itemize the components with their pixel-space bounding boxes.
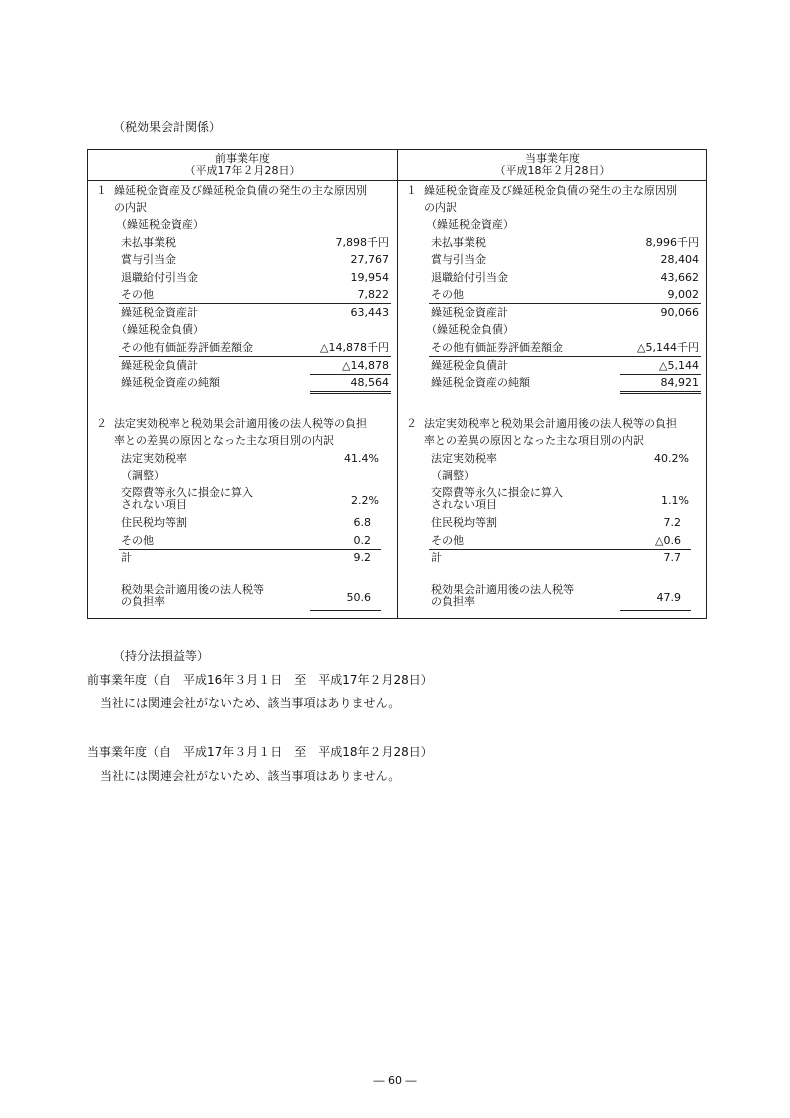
row-label: 未払事業税 — [431, 236, 486, 249]
table-row — [88, 451, 397, 467]
table-row — [88, 515, 397, 531]
table-row — [88, 487, 397, 513]
section1-title-cont — [398, 200, 707, 216]
row-value: △14,878 — [342, 359, 389, 372]
section-title: の内訳 — [114, 201, 147, 214]
table-row — [398, 515, 707, 531]
table-row — [398, 287, 707, 303]
table-row — [88, 340, 397, 356]
row-value: 19,954 — [350, 271, 389, 284]
table-row — [88, 533, 397, 549]
table-row — [398, 487, 707, 513]
section-number: ２ — [96, 417, 107, 430]
section2-title-cont — [398, 433, 707, 449]
row-value: 43,662 — [660, 271, 699, 284]
section-title: 法定実効税率と税効果会計適用後の法人税等の負担 — [424, 417, 677, 430]
row-label: 賞与引当金 — [431, 253, 486, 266]
header-line2: （平成18年２月28日） — [494, 164, 611, 177]
adj-label-row — [88, 468, 397, 484]
table-row — [398, 270, 707, 286]
row-label: 繰延税金資産の純額 — [121, 376, 220, 389]
row-label: 住民税均等割 — [121, 516, 187, 529]
double-rule-bottom — [310, 393, 391, 394]
section2-title — [398, 416, 707, 432]
row-value: 27,767 — [350, 253, 389, 266]
section-title: 率との差異の原因となった主な項目別の内訳 — [114, 434, 334, 447]
row-value: △0.6 — [655, 534, 681, 547]
section-title: 率との差異の原因となった主な項目別の内訳 — [424, 434, 644, 447]
row-value: 7.2 — [663, 516, 681, 529]
page-number: ― 60 ― — [373, 1074, 417, 1087]
row-value: 9.2 — [353, 551, 371, 564]
header-line2: （平成17年２月28日） — [184, 164, 301, 177]
group-label: （繰延税金負債） — [116, 323, 204, 336]
section1-title — [88, 183, 397, 199]
previous-year-column — [88, 150, 397, 618]
adj-label-row — [398, 468, 707, 484]
table-row — [88, 550, 397, 566]
row-value: 90,066 — [660, 306, 699, 319]
row-label-line: の負担率 — [431, 595, 475, 608]
row-value: 63,443 — [350, 306, 389, 319]
table-row — [88, 235, 397, 251]
row-value: 84,921 — [660, 376, 699, 389]
table-row — [398, 375, 707, 391]
table-row — [88, 584, 397, 610]
section2-title-cont — [88, 433, 397, 449]
subtotal-rule — [119, 356, 391, 357]
current-year-column — [398, 150, 707, 618]
row-label-line: されない項目 — [121, 498, 187, 511]
row-value: 7,898千円 — [335, 236, 389, 249]
row-value: 1.1% — [661, 494, 689, 507]
row-label: 繰延税金資産計 — [121, 306, 198, 319]
row-label: 繰延税金資産の純額 — [431, 376, 530, 389]
tax-effect-table — [87, 149, 707, 619]
table-row — [88, 305, 397, 321]
table-row — [398, 252, 707, 268]
group-label: （繰延税金資産） — [116, 218, 204, 231]
section-title: 繰延税金資産及び繰延税金負債の発生の主な原因別 — [114, 184, 367, 197]
table-row — [88, 375, 397, 391]
column-header — [88, 153, 397, 177]
row-label-line: 交際費等永久に損金に算入 — [431, 486, 563, 499]
group-label: （繰延税金資産） — [426, 218, 514, 231]
curr-period-text: 当社には関連会社がないため、該当事項はありません。 — [100, 769, 401, 783]
table-row — [88, 252, 397, 268]
row-label: 退職給付引当金 — [121, 271, 198, 284]
table-row — [398, 235, 707, 251]
row-value: △5,144千円 — [637, 341, 699, 354]
table-row — [398, 550, 707, 566]
table-row — [398, 358, 707, 374]
row-label: その他有価証券評価差額金 — [431, 341, 563, 354]
section-number: ２ — [406, 417, 417, 430]
group-label: （調整） — [121, 469, 165, 482]
row-label: 繰延税金負債計 — [431, 359, 508, 372]
double-rule-top — [310, 391, 391, 392]
row-value: 7.7 — [663, 551, 681, 564]
row-value: 50.6 — [346, 591, 371, 604]
double-rule-bottom — [620, 393, 701, 394]
row-label-line: 税効果会計適用後の法人税等 — [431, 583, 574, 596]
row-label: その他 — [121, 288, 154, 301]
row-value: 0.2 — [353, 534, 371, 547]
row-label: 賞与引当金 — [121, 253, 176, 266]
subtotal-rule — [429, 303, 701, 304]
table-row — [88, 287, 397, 303]
table-row — [398, 533, 707, 549]
dtl-label-row — [398, 322, 707, 338]
row-label: その他有価証券評価差額金 — [121, 341, 253, 354]
row-label — [431, 584, 574, 608]
group-label: （繰延税金負債） — [426, 323, 514, 336]
header-line1: 前事業年度 — [215, 152, 270, 165]
row-value: △14,878千円 — [320, 341, 389, 354]
row-value: 7,822 — [357, 288, 389, 301]
row-value: 48,564 — [350, 376, 389, 389]
row-label: 繰延税金資産計 — [431, 306, 508, 319]
table-row — [398, 451, 707, 467]
tax-effect-heading: （税効果会計関係） — [113, 120, 222, 134]
section-title: 法定実効税率と税効果会計適用後の法人税等の負担 — [114, 417, 367, 430]
prev-period-title: 前事業年度（自 平成16年３月１日 至 平成17年２月28日） — [87, 673, 433, 687]
section-number: １ — [406, 184, 417, 197]
row-label: 計 — [121, 551, 132, 564]
row-label: その他 — [121, 534, 154, 547]
row-value: △5,144 — [659, 359, 699, 372]
table-row — [88, 270, 397, 286]
row-label: 法定実効税率 — [431, 452, 497, 465]
group-label: （調整） — [431, 469, 475, 482]
double-rule-top — [620, 391, 701, 392]
row-value: 47.9 — [656, 591, 681, 604]
subtotal-rule — [429, 356, 701, 357]
row-value: 2.2% — [351, 494, 379, 507]
row-value: 6.8 — [353, 516, 371, 529]
row-label: その他 — [431, 288, 464, 301]
dtl-label-row — [88, 322, 397, 338]
row-label — [431, 487, 563, 511]
row-label-line: されない項目 — [431, 498, 497, 511]
row-label-line: 交際費等永久に損金に算入 — [121, 486, 253, 499]
equity-method-heading: （持分法損益等） — [113, 649, 210, 663]
row-label: 法定実効税率 — [121, 452, 187, 465]
prev-period-text: 当社には関連会社がないため、該当事項はありません。 — [100, 696, 401, 710]
row-label: 繰延税金負債計 — [121, 359, 198, 372]
row-label-line: 税効果会計適用後の法人税等 — [121, 583, 264, 596]
total-rule — [310, 610, 381, 611]
total-rule — [620, 610, 691, 611]
row-value: 9,002 — [667, 288, 699, 301]
row-value: 41.4% — [344, 452, 379, 465]
column-header — [398, 153, 707, 177]
row-value: 8,996千円 — [645, 236, 699, 249]
row-label: 計 — [431, 551, 442, 564]
subtotal-rule — [119, 303, 391, 304]
curr-period-title: 当事業年度（自 平成17年３月１日 至 平成18年２月28日） — [87, 745, 433, 759]
row-label-line: の負担率 — [121, 595, 165, 608]
row-label: その他 — [431, 534, 464, 547]
row-label — [121, 487, 253, 511]
section1-title-cont — [88, 200, 397, 216]
row-value: 40.2% — [654, 452, 689, 465]
section-title: の内訳 — [424, 201, 457, 214]
table-row — [398, 305, 707, 321]
row-value: 28,404 — [660, 253, 699, 266]
table-row — [398, 340, 707, 356]
section1-title — [398, 183, 707, 199]
row-label — [121, 584, 264, 608]
section-title: 繰延税金資産及び繰延税金負債の発生の主な原因別 — [424, 184, 677, 197]
row-label: 退職給付引当金 — [431, 271, 508, 284]
table-row — [88, 358, 397, 374]
header-line1: 当事業年度 — [525, 152, 580, 165]
row-label: 住民税均等割 — [431, 516, 497, 529]
section2-title — [88, 416, 397, 432]
row-label: 未払事業税 — [121, 236, 176, 249]
dta-label-row — [398, 217, 707, 233]
section-number: １ — [96, 184, 107, 197]
dta-label-row — [88, 217, 397, 233]
table-row — [398, 584, 707, 610]
